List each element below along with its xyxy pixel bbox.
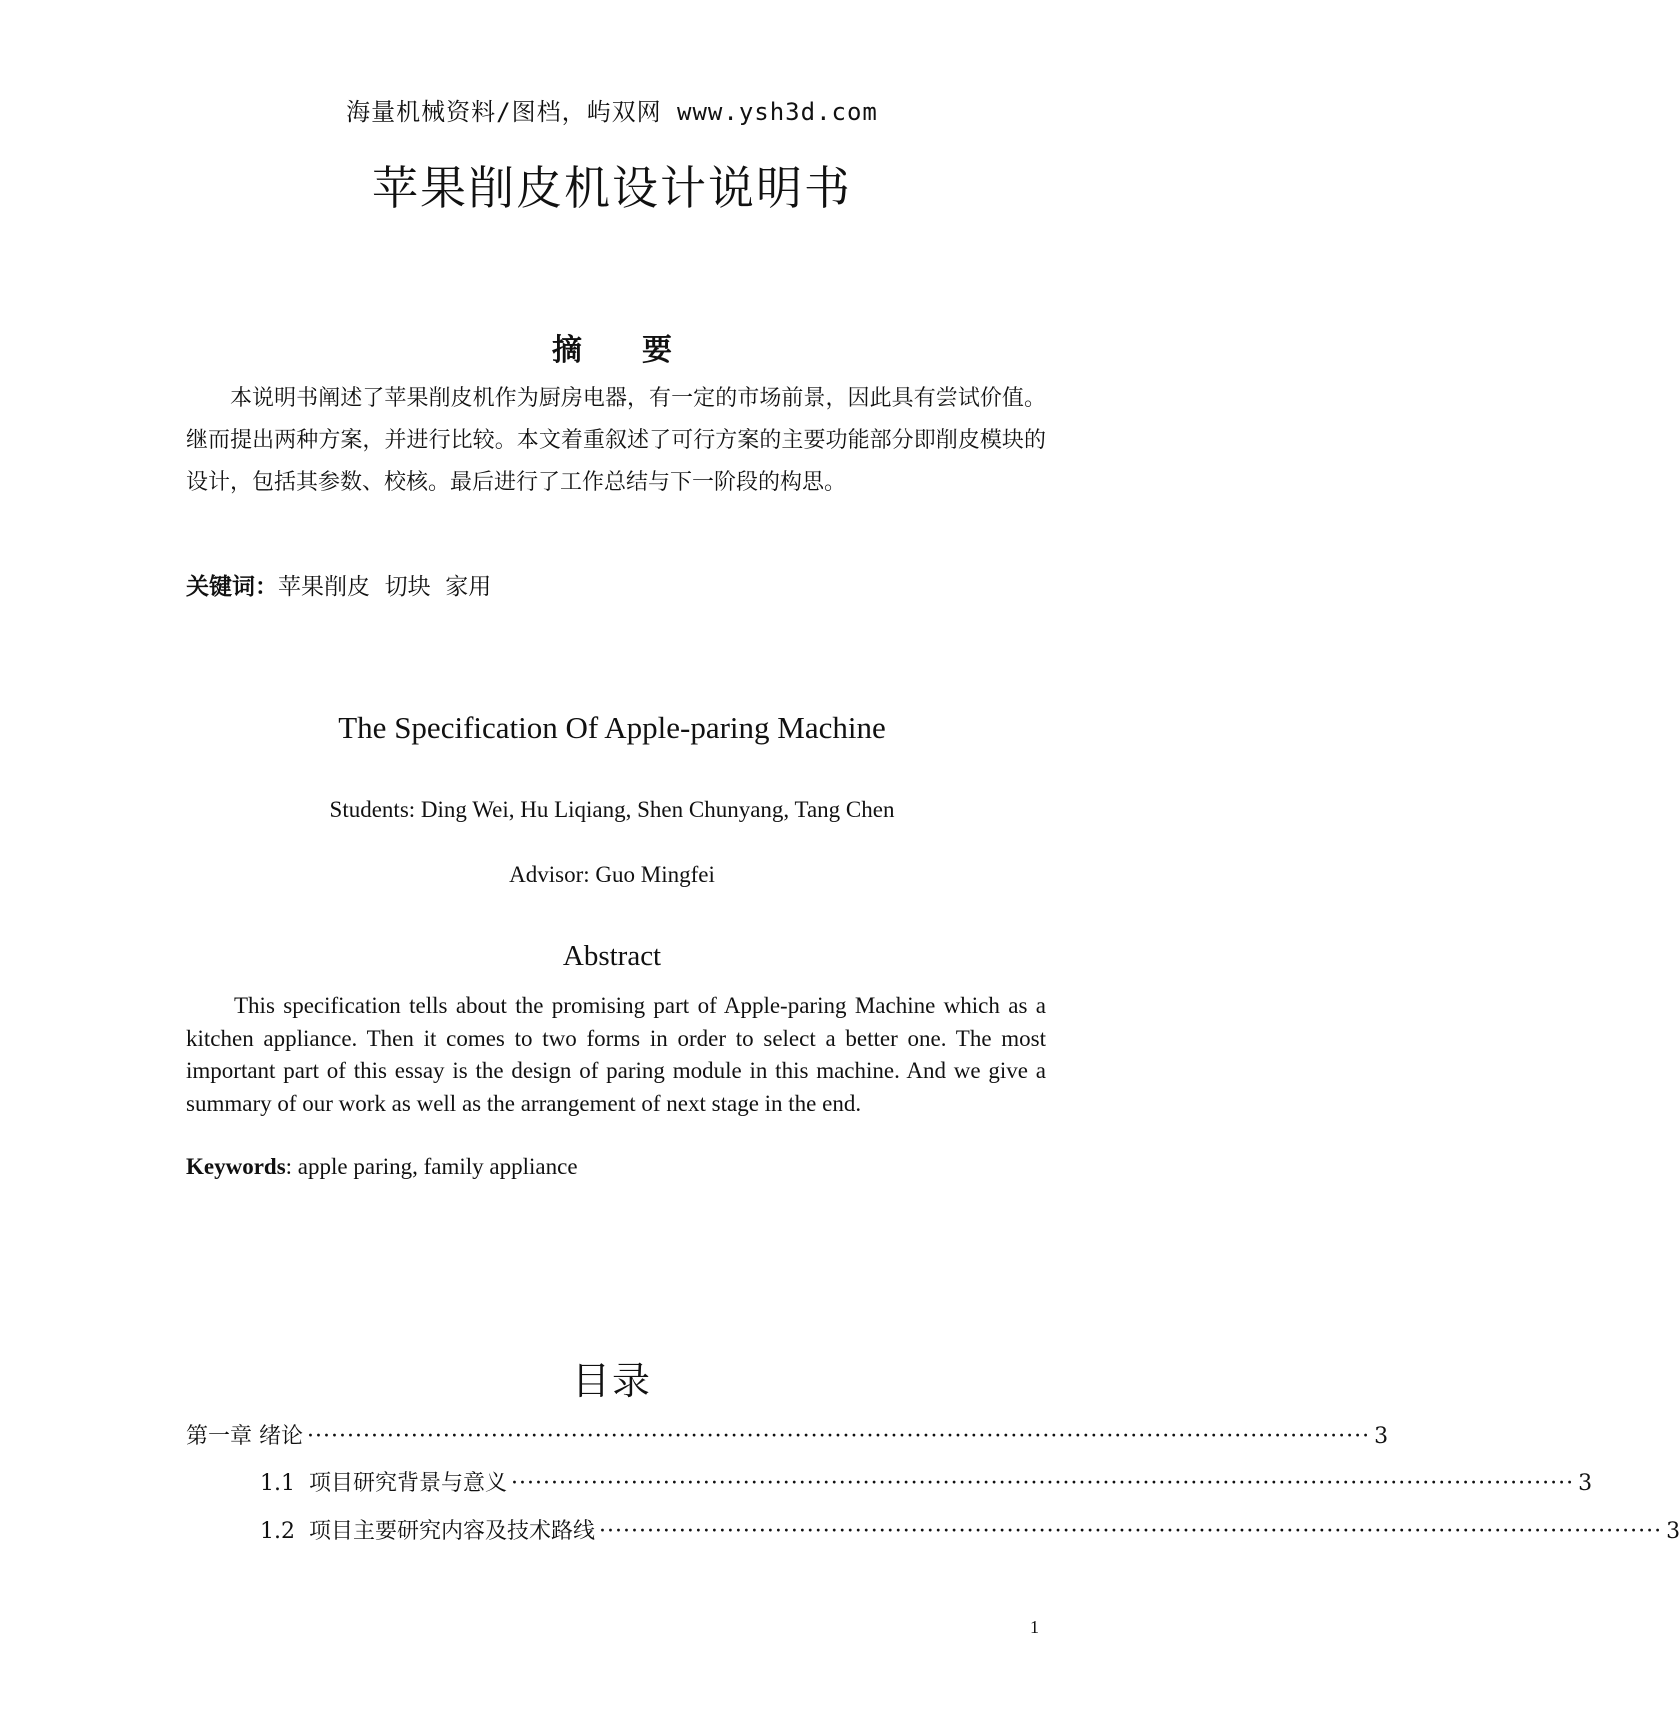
- toc-leader-dots: ·····································································································································: [307, 1424, 1371, 1449]
- toc-entry[interactable]: [186, 1419, 1389, 1450]
- toc-leader-dots: ·····································································································································: [510, 1471, 1575, 1496]
- toc-leader-dots: ·····································································································································: [598, 1519, 1663, 1544]
- abstract-en-body: This specification tells about the promising part of Apple-paring Machine which as a kitchen appliance. Then it comes to two forms in order to select a better one. The most important part of this essay is the design of paring module in this machine. And we give a summary of our work as well as the arrangement of next stage in the end.: [186, 993, 1046, 1116]
- page-number: 1: [1030, 1617, 1039, 1637]
- keywords-cn-label: 关键词：: [186, 574, 278, 600]
- abstract-cn-body: 本说明书阐述了苹果削皮机作为厨房电器，有一定的市场前景，因此具有尝试价值。继而提出两种方案，并进行比较。本文着重叙述了可行方案的主要功能部分即削皮模块的设计，包括其参数、校核。最后进行了工作总结与下一阶段的构思。: [186, 386, 1046, 495]
- students-line: Students: Ding Wei, Hu Liqiang, Shen Chunyang, Tang Chen: [329, 797, 895, 822]
- toc-entry-label: 第一章 绪论: [186, 1424, 303, 1449]
- document-title: 苹果削皮机设计说明书: [372, 161, 852, 215]
- toc-entry[interactable]: [260, 1514, 1680, 1545]
- site-header: 海量机械资料/图档，屿双网 www.ysh3d.com: [346, 98, 878, 126]
- toc-entry-label: 1.1 项目研究背景与意义: [260, 1471, 507, 1496]
- keywords-cn: [186, 568, 491, 601]
- keywords-en: [186, 1154, 578, 1180]
- toc-entry-page: 3: [1578, 1471, 1593, 1496]
- keywords-cn-values: 苹果削皮 切块 家用: [278, 574, 492, 600]
- toc-entry-page: 3: [1666, 1519, 1680, 1544]
- toc-entry-label: 1.2 项目主要研究内容及技术路线: [260, 1519, 595, 1544]
- abstract-cn-heading: 摘要: [552, 333, 732, 368]
- keywords-en-label: Keywords: [186, 1154, 286, 1179]
- abstract-en-heading: Abstract: [562, 940, 662, 972]
- toc-heading: 目录: [571, 1359, 652, 1403]
- advisor-line: Advisor: Guo Mingfei: [509, 862, 715, 887]
- toc-entry-page: 3: [1374, 1424, 1389, 1449]
- keywords-en-values: : apple paring, family appliance: [285, 1154, 578, 1179]
- toc-entry[interactable]: [260, 1466, 1593, 1497]
- english-title: The Specification Of Apple-paring Machine: [338, 710, 886, 745]
